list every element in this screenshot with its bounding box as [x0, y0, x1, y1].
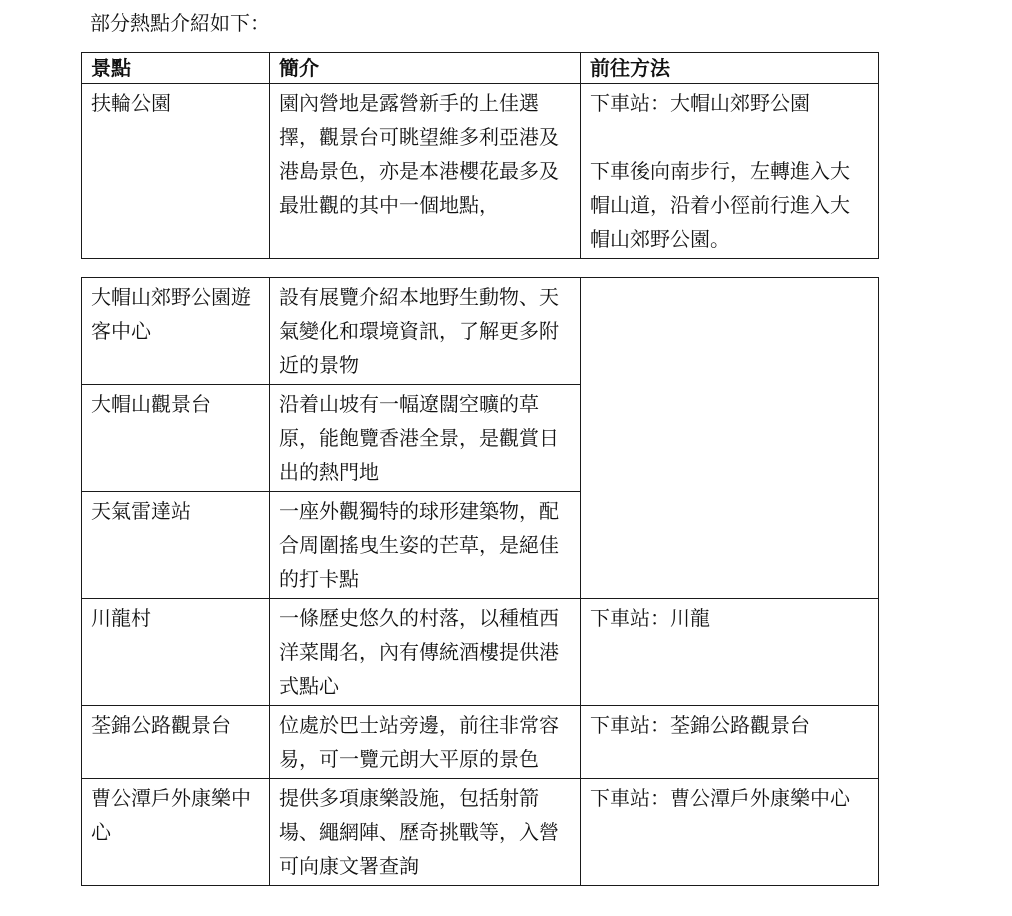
header-intro: 簡介 — [270, 53, 581, 84]
spot-cell: 大帽山觀景台 — [82, 385, 270, 492]
attractions-table-part-1 — [81, 52, 879, 259]
route-cell: 下車站：曹公潭戶外康樂中心 — [581, 779, 879, 886]
header-spot: 景點 — [82, 53, 270, 84]
spot-cell: 曹公潭戶外康樂中心 — [82, 779, 270, 886]
spot-cell: 川龍村 — [82, 599, 270, 706]
intro-cell: 位處於巴士站旁邊，前往非常容易，可一覽元朗大平原的景色 — [270, 706, 581, 779]
route-cell: 下車站：川龍 — [581, 599, 879, 706]
route-detail: 下車後向南步行，左轉進入大帽山道，沿着小徑前行進入大帽山郊野公園。 — [590, 159, 850, 251]
route-cell — [581, 84, 879, 259]
table-row — [82, 779, 879, 886]
table-row — [82, 706, 879, 779]
route-cell-empty — [581, 278, 879, 599]
intro-cell: 一條歷史悠久的村落，以種植西洋菜聞名，內有傳統酒樓提供港式點心 — [270, 599, 581, 706]
spot-cell: 扶輪公園 — [82, 84, 270, 259]
intro-text: 部分熱點介紹如下： — [90, 11, 270, 35]
intro-cell: 設有展覽介紹本地野生動物、天氣變化和環境資訊，了解更多附近的景物 — [270, 278, 581, 385]
intro-cell: 提供多項康樂設施，包括射箭場、繩網陣、歷奇挑戰等，入營可向康文署查詢 — [270, 779, 581, 886]
attractions-table-part-2 — [81, 277, 879, 886]
intro-cell: 園內營地是露營新手的上佳選擇，觀景台可眺望維多利亞港及港島景色，亦是本港櫻花最多及最壯觀的其中一個地點， — [270, 84, 581, 259]
header-route: 前往方法 — [581, 53, 879, 84]
intro-cell: 沿着山坡有一幅遼闊空曠的草原，能飽覽香港全景，是觀賞日出的熱門地 — [270, 385, 581, 492]
table-row — [82, 84, 879, 259]
table-header-row — [82, 53, 879, 84]
route-cell: 下車站：荃錦公路觀景台 — [581, 706, 879, 779]
spot-cell: 天氣雷達站 — [82, 492, 270, 599]
intro-cell: 一座外觀獨特的球形建築物，配合周圍搖曳生姿的芒草，是絕佳的打卡點 — [270, 492, 581, 599]
table-row — [82, 599, 879, 706]
table-row — [82, 278, 879, 385]
spot-cell: 大帽山郊野公園遊客中心 — [82, 278, 270, 385]
spot-cell: 荃錦公路觀景台 — [82, 706, 270, 779]
route-stop: 下車站：大帽山郊野公園 — [590, 91, 810, 115]
route-spacer — [590, 120, 869, 154]
